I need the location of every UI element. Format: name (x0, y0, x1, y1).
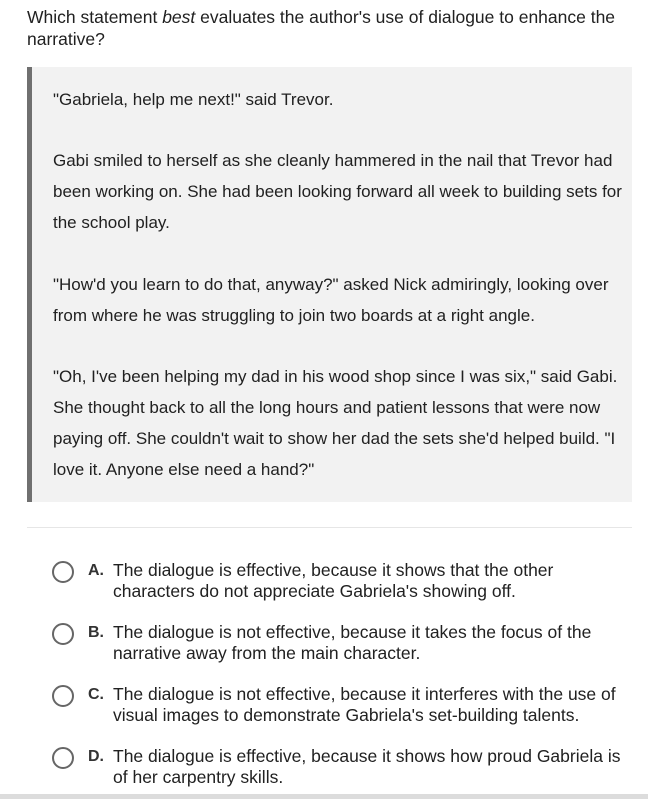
answer-choice-b[interactable] (52, 622, 632, 666)
question-text-end: evaluates the author's use of dialogue to enhance the narrative? (27, 7, 616, 49)
answer-choice-a[interactable] (52, 560, 632, 604)
radio-button-a[interactable] (52, 561, 74, 583)
question-prompt (27, 6, 627, 50)
bottom-edge-bar (0, 794, 648, 799)
choice-text-a: The dialogue is effective, because it shows that the other characters do not appreciate Gabriela's showing off. (113, 560, 554, 601)
choice-text-d: The dialogue is effective, because it shows how proud Gabriela is of her carpentry skills. (113, 746, 621, 787)
choice-text-b: The dialogue is not effective, because it takes the focus of the narrative away from the main character. (113, 622, 592, 663)
choice-letter-d: D. (88, 748, 104, 765)
choice-letter-c: C. (88, 686, 104, 703)
radio-button-c[interactable] (52, 685, 74, 707)
choice-text-c: The dialogue is not effective, because it interferes with the use of visual images to demonstrate Gabriela's set-building talents. (113, 684, 616, 725)
passage-paragraph-3: "How'd you learn to do that, anyway?" asked Nick admiringly, looking over from where he was struggling to join two boards at a right angle. (53, 275, 609, 325)
radio-button-b[interactable] (52, 623, 74, 645)
question-text-start: Which statement (27, 7, 163, 27)
passage-paragraph-1: "Gabriela, help me next!" said Trevor. (53, 90, 334, 109)
answer-choice-d[interactable] (52, 746, 632, 790)
answer-choice-c[interactable] (52, 684, 632, 728)
question-emphasis: best (162, 7, 196, 27)
passage-paragraph-4: "Oh, I've been helping my dad in his wood shop since I was six," said Gabi. She thought back to all the long hours and patient lessons that were now paying off. She couldn't wait to show her dad the sets she'd helped build. "I love it. Anyone else need a hand?" (53, 367, 618, 479)
passage-paragraph-2: Gabi smiled to herself as she cleanly hammered in the nail that Trevor had been working on. She had been looking forward all week to building sets for the school play. (53, 151, 622, 232)
choice-letter-b: B. (88, 624, 104, 641)
passage-excerpt (27, 67, 632, 502)
section-divider (27, 527, 632, 528)
choice-letter-a: A. (88, 562, 104, 579)
radio-button-d[interactable] (52, 747, 74, 769)
